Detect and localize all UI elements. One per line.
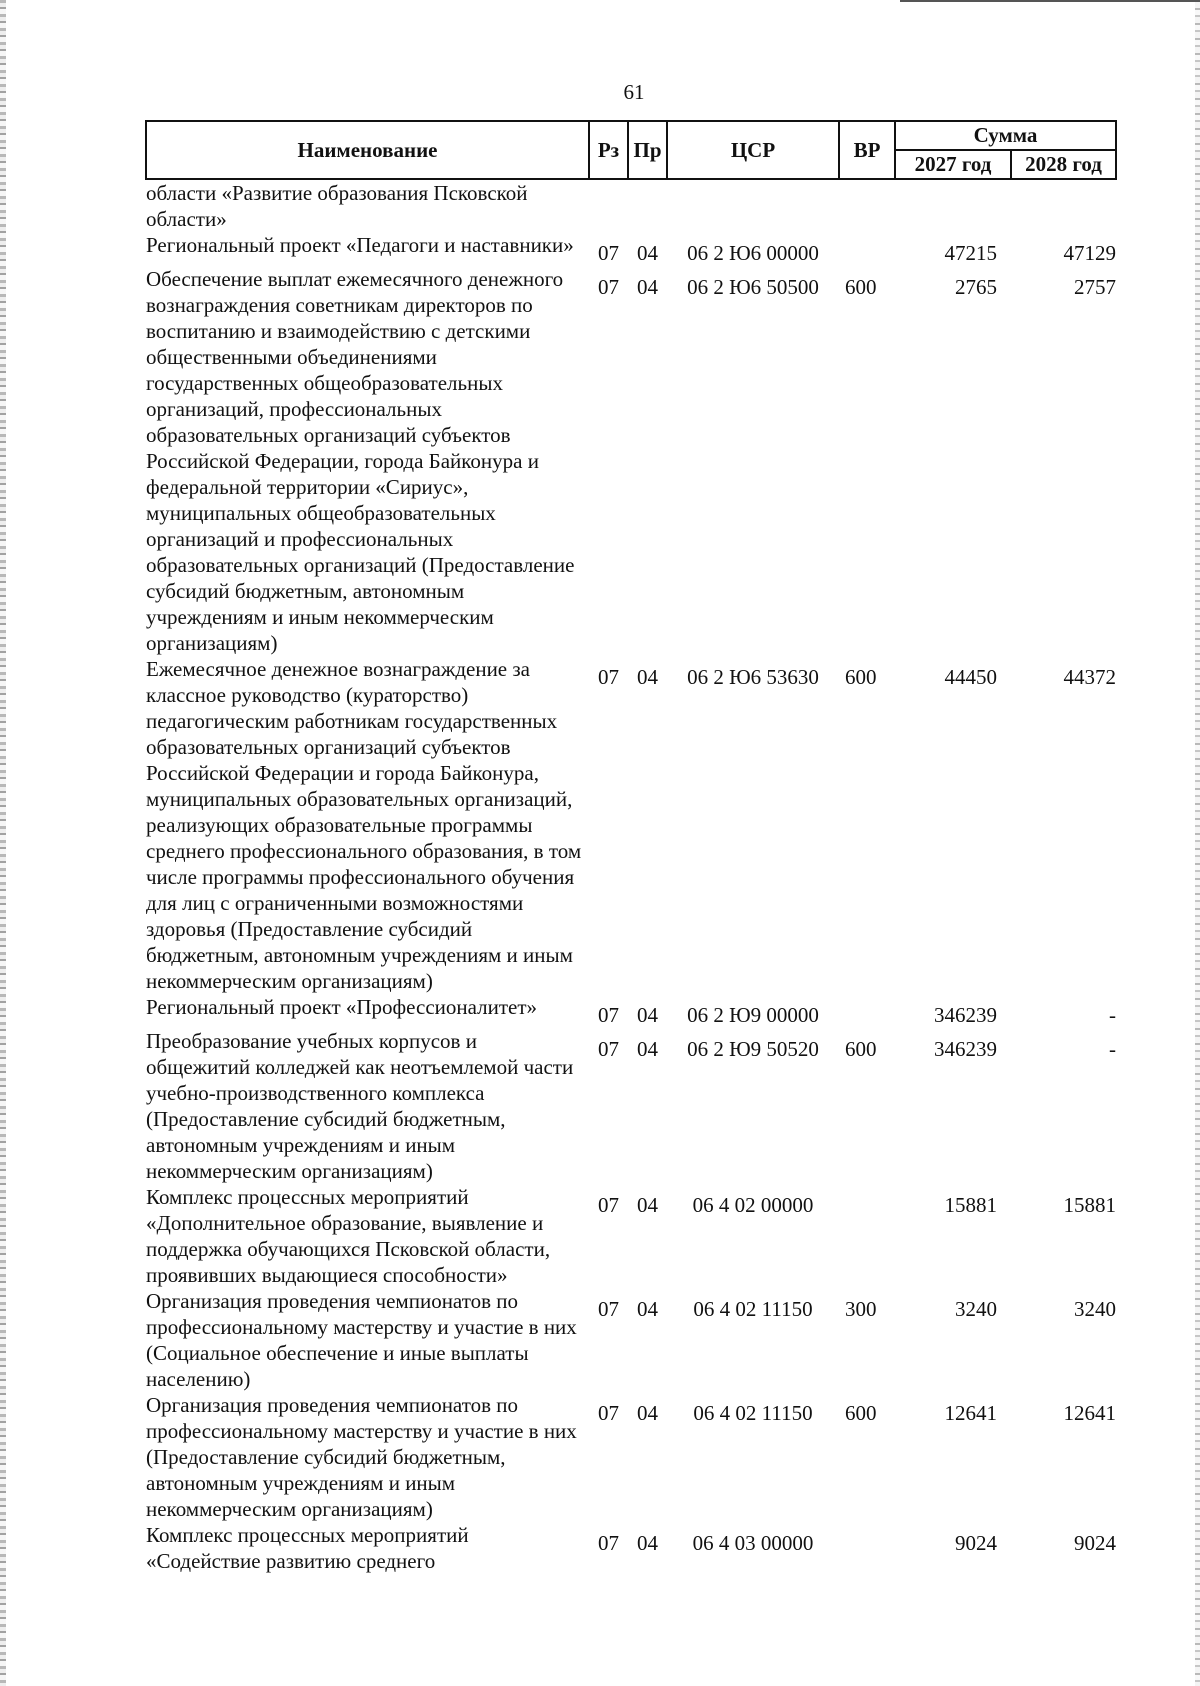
table-header bbox=[146, 121, 1116, 179]
cell-vr bbox=[839, 179, 895, 232]
cell-pr: 04 bbox=[637, 275, 658, 299]
cell-name: Региональный проект «Педагоги и наставники» bbox=[146, 233, 574, 257]
header-year-2027: 2027 год bbox=[895, 150, 1011, 179]
cell-vr: 300 bbox=[845, 1297, 877, 1321]
cell-2027: 9024 bbox=[955, 1531, 997, 1555]
cell-2028: 12641 bbox=[1063, 1401, 1116, 1425]
header-csr: ЦСР bbox=[667, 121, 839, 179]
cell-rz: 07 bbox=[598, 275, 619, 299]
table-row bbox=[146, 232, 1116, 266]
cell-rz: 07 bbox=[598, 241, 619, 265]
cell-csr: 06 2 Ю9 00000 bbox=[687, 1003, 819, 1027]
cell-pr: 04 bbox=[637, 665, 658, 689]
cell-2028: 3240 bbox=[1074, 1297, 1116, 1321]
cell-csr: 06 4 02 00000 bbox=[692, 1193, 814, 1217]
table-row bbox=[146, 266, 1116, 656]
cell-vr: 600 bbox=[845, 1037, 877, 1061]
cell-csr: 06 2 Ю6 00000 bbox=[687, 241, 819, 265]
cell-rz: 07 bbox=[598, 1037, 619, 1061]
cell-vr bbox=[839, 1184, 895, 1288]
scan-top-line bbox=[900, 0, 1200, 2]
header-vr: ВР bbox=[839, 121, 895, 179]
cell-2027: 44450 bbox=[944, 665, 997, 689]
cell-rz: 07 bbox=[598, 1297, 619, 1321]
cell-2027 bbox=[895, 179, 1011, 232]
cell-2027: 47215 bbox=[944, 241, 997, 265]
cell-name: Ежемесячное денежное вознаграждение за классное руководство (кураторство) педагогическим работникам государственных образовательных организаций субъектов Российской Федерации и города Байконура, муниципальных образовательных организаций, реализующих образовательные программы среднего профессионального образования, в том числе программы профессионального обучения для лиц с ограниченными возможностями здоровья (Предоставление субсидий бюджетным, автономным учреждениям и иным некоммерческим организациям) bbox=[146, 657, 582, 993]
table-row bbox=[146, 656, 1116, 994]
cell-csr: 06 2 Ю9 50520 bbox=[687, 1037, 819, 1061]
cell-csr: 06 4 03 00000 bbox=[692, 1531, 814, 1555]
cell-2027: 12641 bbox=[944, 1401, 997, 1425]
cell-2028: - bbox=[1109, 1003, 1116, 1027]
scan-edge-left bbox=[0, 0, 6, 1686]
cell-2027: 346239 bbox=[934, 1037, 997, 1061]
cell-pr: 04 bbox=[637, 1297, 658, 1321]
cell-2027: 3240 bbox=[955, 1297, 997, 1321]
table-row bbox=[146, 179, 1116, 232]
budget-table bbox=[145, 120, 1117, 1574]
cell-name: Комплекс процессных мероприятий «Дополнительное образование, выявление и поддержка обучающихся Псковской области, проявивших выдающиеся способности» bbox=[146, 1185, 551, 1287]
cell-2028: 47129 bbox=[1063, 241, 1116, 265]
cell-2028 bbox=[1011, 179, 1116, 232]
table-row bbox=[146, 1028, 1116, 1184]
cell-vr: 600 bbox=[845, 1401, 877, 1425]
scan-edge-right bbox=[1195, 0, 1200, 1686]
cell-2028: 2757 bbox=[1074, 275, 1116, 299]
cell-name: области «Развитие образования Псковской области» bbox=[146, 181, 528, 231]
cell-pr bbox=[628, 179, 667, 232]
table-row bbox=[146, 1184, 1116, 1288]
table-row bbox=[146, 1392, 1116, 1522]
cell-name: Организация проведения чемпионатов по профессиональному мастерству и участие в них (Предоставление субсидий бюджетным, автономным учреждениям и иным некоммерческим организациям) bbox=[146, 1393, 577, 1521]
cell-name: Преобразование учебных корпусов и общежитий колледжей как неотъемлемой части учебно-производственного комплекса (Предоставление субсидий бюджетным, автономным учреждениям и иным некоммерческим организациям) bbox=[146, 1029, 574, 1183]
cell-rz: 07 bbox=[598, 1401, 619, 1425]
cell-name: Обеспечение выплат ежемесячного денежного вознаграждения советникам директоров по воспитанию и взаимодействию с детскими общественными объединениями государственных общеобразовательных организаций, профессиональных образовательных организаций субъектов Российской Федерации, города Байконура и федеральной территории «Сириус», муниципальных общеобразовательных организаций и профессиональных образовательных организаций (Предоставление субсидий бюджетным, автономным учреждениям и иным некоммерческим организациям) bbox=[146, 267, 575, 655]
cell-vr bbox=[839, 994, 895, 1028]
cell-pr: 04 bbox=[637, 1193, 658, 1217]
page-number: 61 bbox=[623, 80, 645, 104]
cell-rz: 07 bbox=[598, 1193, 619, 1217]
cell-csr bbox=[667, 179, 839, 232]
header-rz: Рз bbox=[589, 121, 628, 179]
cell-pr: 04 bbox=[637, 241, 658, 265]
cell-name: Региональный проект «Профессионалитет» bbox=[146, 995, 538, 1019]
table-row bbox=[146, 1288, 1116, 1392]
table-row bbox=[146, 1522, 1116, 1574]
cell-2028: 15881 bbox=[1063, 1193, 1116, 1217]
cell-rz: 07 bbox=[598, 665, 619, 689]
cell-2027: 15881 bbox=[944, 1193, 997, 1217]
cell-vr: 600 bbox=[845, 275, 877, 299]
cell-2028: 9024 bbox=[1074, 1531, 1116, 1555]
cell-pr: 04 bbox=[637, 1531, 658, 1555]
cell-name: Организация проведения чемпионатов по профессиональному мастерству и участие в них (Социальное обеспечение и иные выплаты населению) bbox=[146, 1289, 577, 1391]
cell-2027: 346239 bbox=[934, 1003, 997, 1027]
cell-csr: 06 4 02 11150 bbox=[693, 1297, 813, 1321]
cell-rz: 07 bbox=[598, 1003, 619, 1027]
cell-2028: - bbox=[1109, 1037, 1116, 1061]
header-year-2028: 2028 год bbox=[1011, 150, 1116, 179]
header-sum: Сумма bbox=[895, 121, 1116, 150]
cell-pr: 04 bbox=[637, 1003, 658, 1027]
cell-vr bbox=[839, 1522, 895, 1574]
cell-2028: 44372 bbox=[1063, 665, 1116, 689]
cell-pr: 04 bbox=[637, 1037, 658, 1061]
header-name: Наименование bbox=[146, 121, 589, 179]
cell-vr: 600 bbox=[845, 665, 877, 689]
cell-vr bbox=[839, 232, 895, 266]
cell-csr: 06 4 02 11150 bbox=[693, 1401, 813, 1425]
cell-rz bbox=[589, 179, 628, 232]
cell-pr: 04 bbox=[637, 1401, 658, 1425]
cell-rz: 07 bbox=[598, 1531, 619, 1555]
cell-csr: 06 2 Ю6 53630 bbox=[687, 665, 819, 689]
cell-csr: 06 2 Ю6 50500 bbox=[687, 275, 819, 299]
table-body bbox=[146, 179, 1116, 1574]
cell-2027: 2765 bbox=[955, 275, 997, 299]
table-row bbox=[146, 994, 1116, 1028]
cell-name: Комплекс процессных мероприятий «Содействие развитию среднего bbox=[146, 1523, 469, 1573]
header-pr: Пр bbox=[628, 121, 667, 179]
